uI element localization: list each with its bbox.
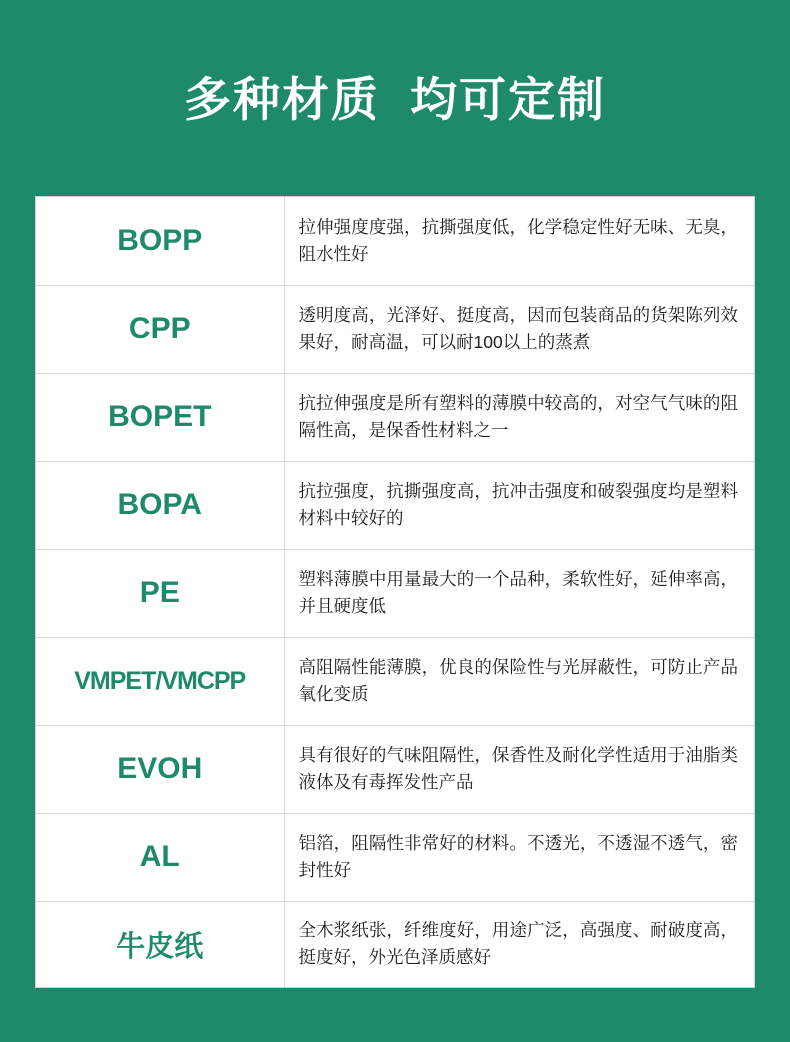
material-name: CPP — [36, 285, 284, 373]
material-description: 塑料薄膜中用量最大的一个品种，柔软性好，延伸率高，并且硬度低 — [284, 549, 754, 637]
material-table-container — [35, 196, 755, 988]
table-row — [36, 901, 754, 987]
table-row — [36, 461, 754, 549]
material-table — [36, 197, 754, 987]
material-name: PE — [36, 549, 284, 637]
material-name: VMPET/VMCPP — [36, 637, 284, 725]
material-description: 具有很好的气味阻隔性，保香性及耐化学性适用于油脂类液体及有毒挥发性产品 — [284, 725, 754, 813]
table-row — [36, 285, 754, 373]
material-name: 牛皮纸 — [36, 901, 284, 987]
material-description: 抗拉伸强度是所有塑料的薄膜中较高的，对空气气味的阻隔性高，是保香性材料之一 — [284, 373, 754, 461]
table-row — [36, 549, 754, 637]
table-row — [36, 197, 754, 285]
material-name: BOPA — [36, 461, 284, 549]
table-row — [36, 725, 754, 813]
material-description: 透明度高，光泽好、挺度高，因而包装商品的货架陈列效果好，耐高温，可以耐100以上的蒸煮 — [284, 285, 754, 373]
material-name: EVOH — [36, 725, 284, 813]
table-row — [36, 637, 754, 725]
page-title: 多种材质 均可定制 — [183, 73, 607, 126]
material-name: BOPP — [36, 197, 284, 285]
material-name: AL — [36, 813, 284, 901]
material-description: 全木浆纸张，纤维度好，用途广泛，高强度、耐破度高，挺度好，外光色泽质感好 — [284, 901, 754, 987]
material-description: 铝箔，阻隔性非常好的材料。不透光，不透湿不透气，密封性好 — [284, 813, 754, 901]
material-description: 抗拉强度，抗撕强度高，抗冲击强度和破裂强度均是塑料材料中较好的 — [284, 461, 754, 549]
table-row — [36, 813, 754, 901]
material-description: 拉伸强度度强，抗撕强度低，化学稳定性好无味、无臭，阻水性好 — [298, 216, 738, 264]
table-row — [36, 373, 754, 461]
material-description: 高阻隔性能薄膜，优良的保险性与光屏蔽性，可防止产品氧化变质 — [284, 637, 754, 725]
material-name: BOPET — [36, 373, 284, 461]
